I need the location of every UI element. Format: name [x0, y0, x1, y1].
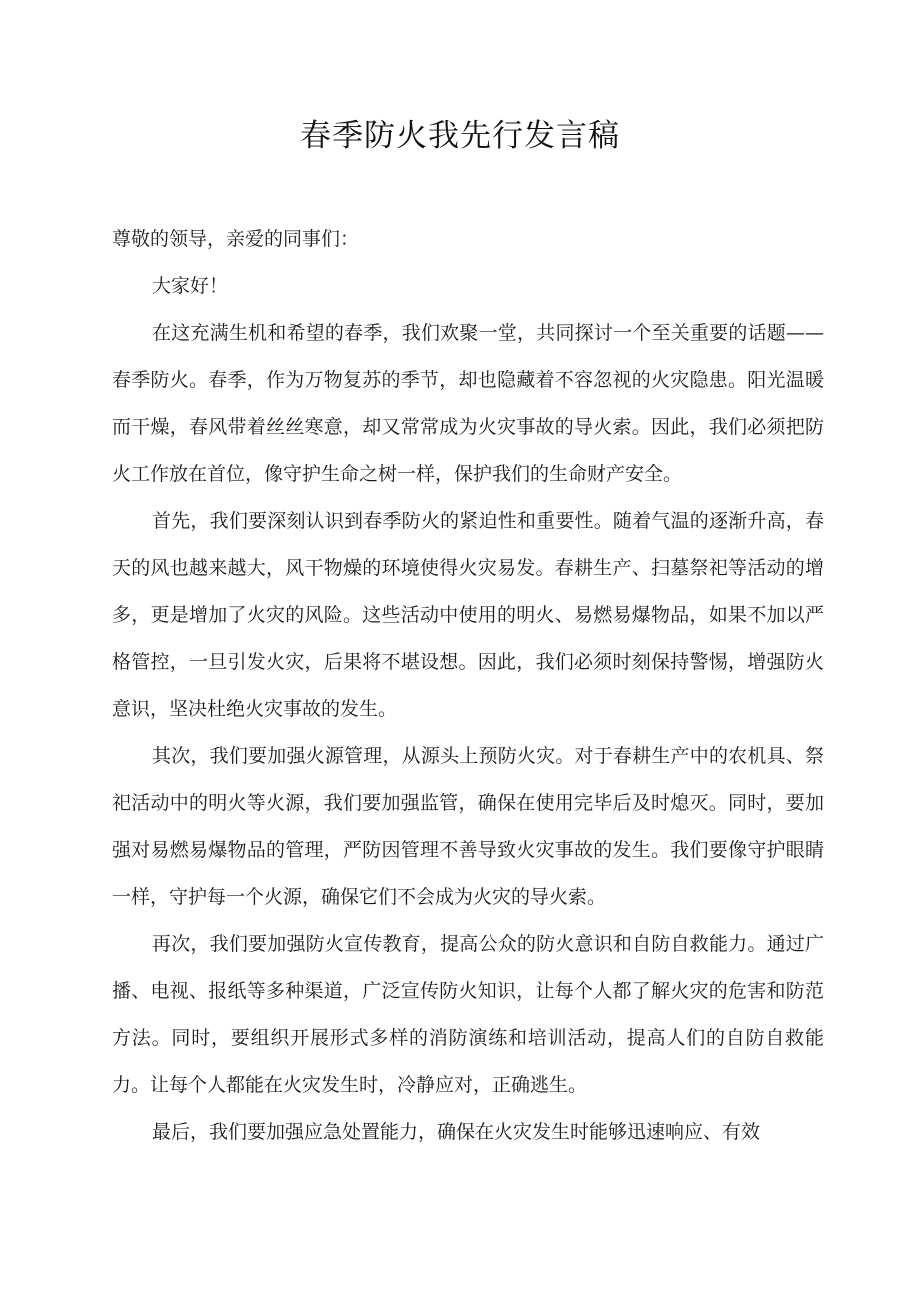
paragraph-first: 首先，我们要深刻认识到春季防火的紧迫性和重要性。随着气温的逐渐升高，春天的风也越来越大，风干物燥的环境使得火灾易发。春耕生产、扫墓祭祀等活动的增多，更是增加了火灾的风险。这些活动中使用的明火、易燃易爆物品，如果不加以严格管控，一旦引发火灾，后果将不堪设想。因此，我们必须时刻保持警惕，增强防火意识，坚决杜绝火灾事故的发生。	[112, 510, 824, 720]
paragraph-second: 其次，我们要加强火源管理，从源头上预防火灾。对于春耕生产中的农机具、祭祀活动中的明火等火源，我们要加强监管，确保在使用完毕后及时熄灭。同时，要加强对易燃易爆物品的管理，严防因管理不善导致火灾事故的发生。我们要像守护眼睛一样，守护每一个火源，确保它们不会成为火灾的导火索。	[112, 745, 824, 908]
document-title: 春季防火我先行发言稿	[300, 118, 620, 154]
paragraph-last: 最后，我们要加强应急处置能力，确保在火灾发生时能够迅速响应、有效	[152, 1121, 761, 1143]
paragraph-third: 再次，我们要加强防火宣传教育，提高公众的防火意识和自防自救能力。通过广播、电视、报纸等多种渠道，广泛宣传防火知识，让每个人都了解火灾的危害和防范方法。同时，要组织开展形式多样的消防演练和培训活动，提高人们的自防自救能力。让每个人都能在火灾发生时，冷静应对，正确逃生。	[112, 933, 824, 1096]
paragraph-intro: 在这充满生机和希望的春季，我们欢聚一堂，共同探讨一个至关重要的话题——春季防火。春季，作为万物复苏的季节，却也隐藏着不容忽视的火灾隐患。阳光温暖而干燥，春风带着丝丝寒意，却又常常成为火灾事故的导火索。因此，我们必须把防火工作放在首位，像守护生命之树一样，保护我们的生命财产安全。	[112, 322, 824, 485]
document-body	[112, 216, 824, 1156]
salutation: 尊敬的领导，亲爱的同事们：	[112, 228, 360, 250]
greeting: 大家好！	[152, 275, 229, 297]
